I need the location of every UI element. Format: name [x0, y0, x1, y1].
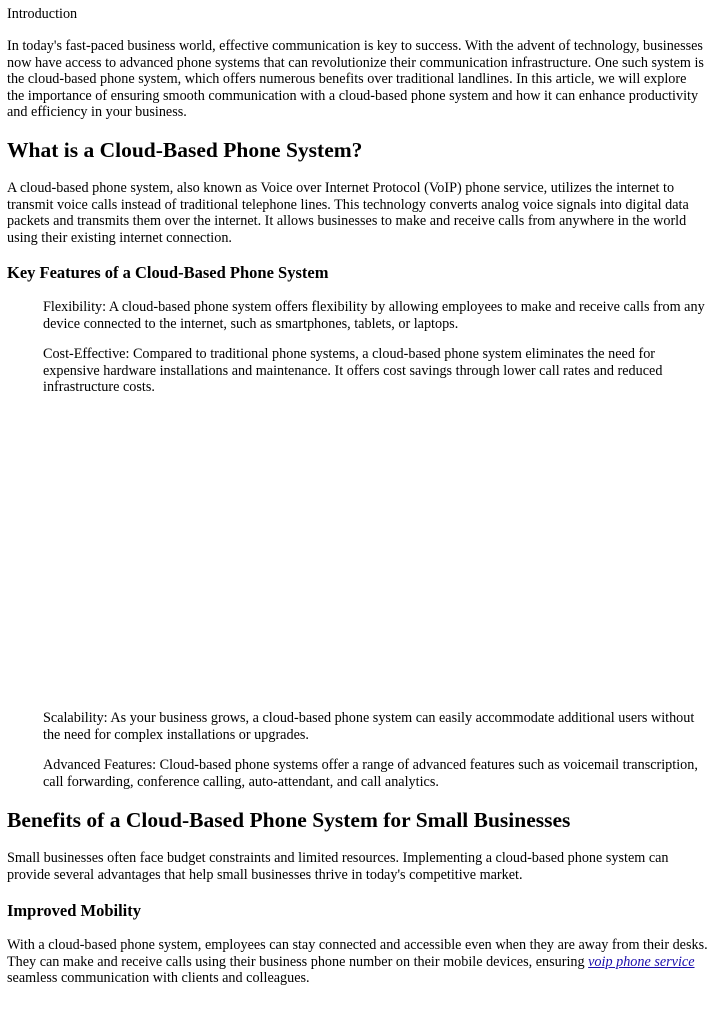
mobility-text-after: seamless communication with clients and colleagues.	[7, 970, 310, 986]
feature-cost-effective: Cost-Effective: Compared to traditional phone systems, a cloud-based phone system eliminates the need for expensive hardware installations and maintenance. It offers cost savings through lower call rates and reduced infrastructure costs.	[43, 346, 663, 395]
heading-benefits: Benefits of a Cloud-Based Phone System for Small Businesses	[7, 808, 571, 832]
intro-paragraph: In today's fast-paced business world, effective communication is key to success. With the advent of technology, businesses now have access to advanced phone systems that can revolutionize their communication infrastructure. One such system is the cloud-based phone system, which offers numerous benefits over traditional landlines. In this article, we will explore the importance of ensuring smooth communication with a cloud-based phone system and how it can enhance productivity and efficiency in your business.	[7, 38, 704, 120]
intro-label: Introduction	[7, 6, 78, 22]
benefits-paragraph: Small businesses often face budget constraints and limited resources. Implementing a cloud-based phone system can provide several advantages that help small businesses thrive in today's competitive market.	[7, 850, 669, 883]
feature-flexibility: Flexibility: A cloud-based phone system offers flexibility by allowing employees to make and receive calls from any device connected to the internet, such as smartphones, tablets, or laptops.	[43, 299, 705, 332]
heading-key-features: Key Features of a Cloud-Based Phone System	[7, 263, 329, 282]
mobility-text-before: With a cloud-based phone system, employees can stay connected and accessible even when they are away from their desks. They can make and receive calls using their business phone number on their mobile devices, ensuring	[7, 937, 708, 970]
what-is-paragraph: A cloud-based phone system, also known as Voice over Internet Protocol (VoIP) phone service, utilizes the internet to transmit voice calls instead of traditional telephone lines. This technology converts analog voice signals into digital data packets and transmits them over the internet. It allows businesses to make and receive calls from anywhere in the world using their existing internet connection.	[7, 180, 689, 246]
feature-scalability: Scalability: As your business grows, a cloud-based phone system can easily accommodate additional users without the need for complex installations or upgrades.	[43, 710, 695, 743]
mobility-paragraph	[7, 937, 712, 987]
heading-improved-mobility: Improved Mobility	[7, 901, 141, 920]
feature-advanced: Advanced Features: Cloud-based phone systems offer a range of advanced features such as voicemail transcription, call forwarding, conference calling, auto-attendant, and call analytics.	[43, 757, 698, 790]
voip-phone-service-link[interactable]: voip phone service	[588, 953, 695, 970]
heading-what-is: What is a Cloud-Based Phone System?	[7, 138, 363, 162]
